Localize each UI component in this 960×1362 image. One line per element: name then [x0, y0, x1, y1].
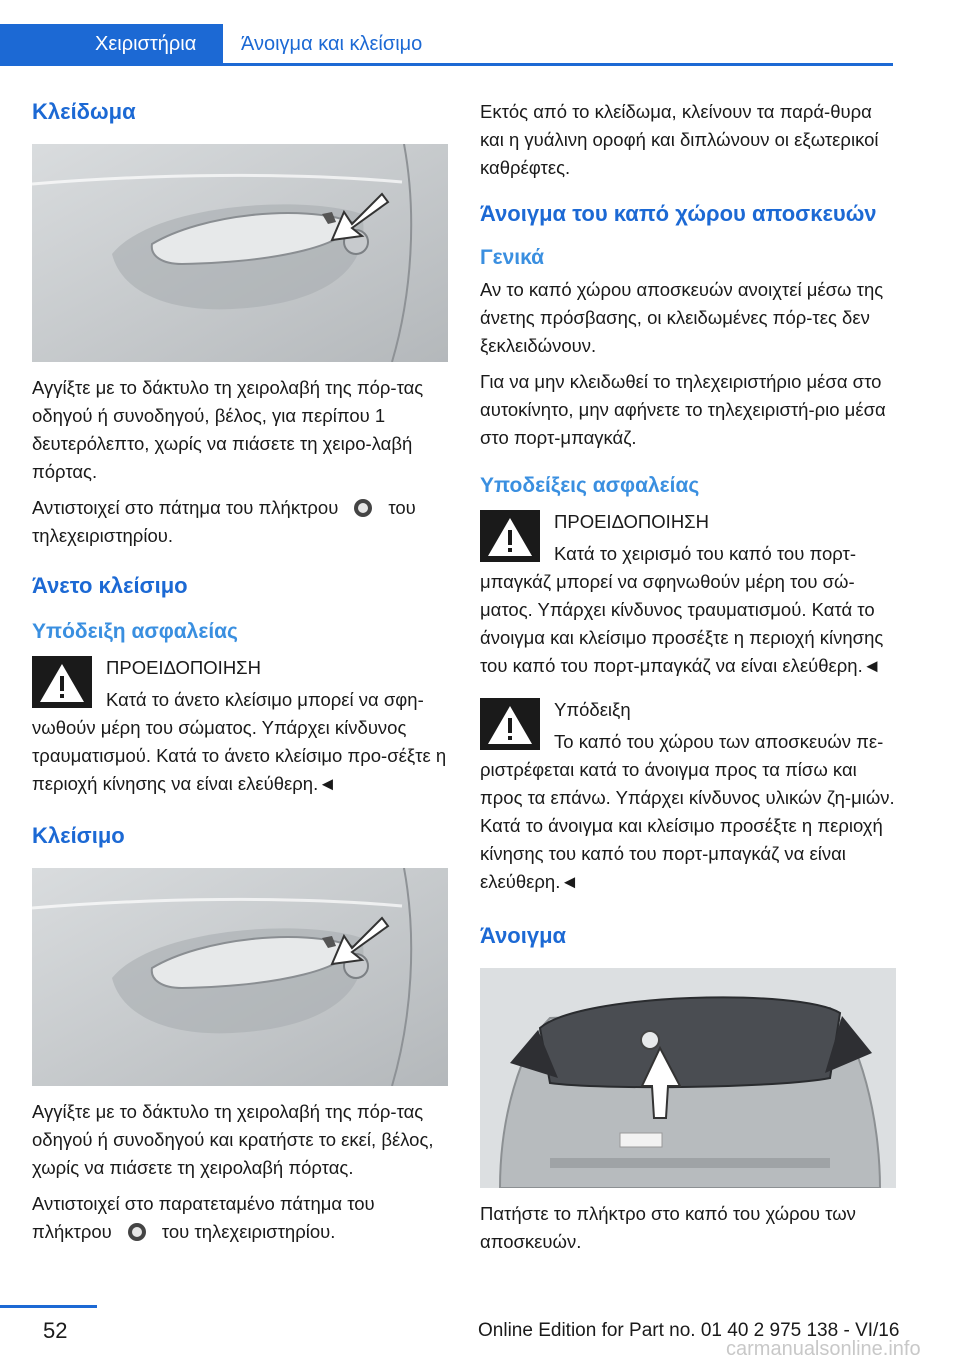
- corresponds-long-text: Αντιστοιχεί στο παρατεταμένο πάτημα του πλήκτρου: [32, 1193, 375, 1242]
- warning-label: ΠΡΟΕΙΔΟΠΟΙΗΣΗ: [554, 511, 709, 532]
- opening-instructions: Πατήστε το πλήκτρο στο καπό του χώρου των αποσκευών.: [480, 1203, 856, 1252]
- warning-block-trunk: [480, 508, 896, 680]
- warning-block-comfort: [32, 654, 448, 798]
- note-block-trunk: [480, 696, 896, 896]
- remote-control-text-2: του τηλεχειριστηρίου.: [161, 1221, 336, 1242]
- general-text-1: Αν το καπό χώρου αποσκευών ανοιχτεί μέσω της άνετης πρόσβασης, οι κλειδωμένες πόρ-τες δεν ξεκλειδώνουν.: [480, 279, 884, 356]
- general-text-2: Για να μην κλειδωθεί το τηλεχειριστήριο μέσα στο αυτοκίνητο, μην αφήνετε το τηλεχειριστή-ριο μέσα στο πορτ-μπαγκάζ.: [480, 371, 886, 448]
- left-column: [32, 98, 448, 1246]
- page-number: 52: [43, 1318, 68, 1343]
- closing-instructions: Αγγίξτε με το δάκτυλο τη χειρολαβή της πόρ-τας οδηγού ή συνοδηγού και κρατήστε το εκεί, βέλος, χωρίς να πιάσετε τη χειρολαβή πόρτας.: [32, 1101, 434, 1178]
- intro-text: Εκτός από το κλείδωμα, κλείνουν τα παρά-θυρα και η γυάλινη οροφή και διπλώνουν οι εξωτερικοί καθρέφτες.: [480, 101, 879, 178]
- heading-safety-note: Υπόδειξη ασφαλείας: [32, 620, 238, 643]
- locking-instructions: Αγγίξτε με το δάκτυλο τη χειρολαβή της πόρ-τας οδηγού ή συνοδηγού, βέλος, για περίπου 1 δευτερόλεπτο, χωρίς να πιάσετε τη χειρο-λαβή πόρτας.: [32, 377, 424, 482]
- watermark: carmanualsonline.info: [726, 1338, 921, 1360]
- warning-text-comfort: Κατά το άνετο κλείσιμο μπορεί να σφη-νωθούν μέρη του σώματος. Υπάρχει κίνδυνος τραυματισμού. Κατά το άνετο κλείσιμο προ-σέξτε η περιοχή κίνησης να είναι ελεύθερη.◄: [32, 689, 447, 794]
- tab-opening-closing[interactable]: Άνοιγμα και κλείσιμο: [241, 33, 423, 55]
- closing-key-reference: [32, 1190, 448, 1246]
- heading-closing: Κλείσιμο: [32, 823, 125, 848]
- warning-triangle-icon: [480, 510, 540, 562]
- heading-safety-notes: Υποδείξεις ασφαλείας: [480, 474, 700, 497]
- heading-trunk-opening: Άνοιγμα του καπό χώρου αποσκευών: [480, 201, 877, 226]
- warning-triangle-icon: [32, 656, 92, 708]
- caution-triangle-icon: [480, 698, 540, 750]
- door-handle-image-2: [32, 868, 448, 1086]
- note-text-trunk: Το καπό του χώρου των αποσκευών πε-ριστρέφεται κατά το άνοιγμα προς τα πίσω και προς τα επάνω. Υπάρχει κίνδυνος υλικών ζη-μιών. Κατά το άνοιγμα και κλείσιμο προσέξτε η περιοχή κίνησης του καπό του πορτ-μπαγκάζ να είναι ελεύθερη.◄: [480, 731, 895, 892]
- note-label: Υπόδειξη: [554, 699, 631, 720]
- tab-controls[interactable]: Χειριστήρια: [0, 24, 223, 63]
- header-tab-bar: [0, 24, 893, 66]
- lock-key-icon-2: [128, 1223, 146, 1241]
- remote-control-text: του τηλεχειριστηρίου.: [32, 497, 416, 546]
- warning-label: ΠΡΟΕΙΔΟΠΟΙΗΣΗ: [106, 657, 261, 678]
- edition-text: Online Edition for Part no. 01 40 2 975 138 - VI/16: [478, 1320, 900, 1341]
- warning-text-trunk: Κατά το χειρισμό του καπό του πορτ-μπαγκάζ μπορεί να σφηνωθούν μέρη του σώ-ματος. Υπάρχει κίνδυνος τραυματισμού. Κατά το άνοιγμα και κλείσιμο προσέξτε η περιοχή κίνησης του καπό του πορτ-μπαγκάζ να είναι ελεύθερη.◄: [480, 543, 884, 676]
- right-column: [480, 98, 896, 1256]
- door-handle-image-1: [32, 144, 448, 362]
- footer-accent-line: [0, 1305, 97, 1308]
- heading-comfort-closing: Άνετο κλείσιμο: [32, 573, 188, 598]
- heading-locking: Κλείδωμα: [32, 99, 136, 124]
- heading-opening: Άνοιγμα: [480, 923, 567, 948]
- trunk-image: [480, 968, 896, 1188]
- corresponds-text: Αντιστοιχεί στο πάτημα του πλήκτρου: [32, 497, 339, 518]
- lock-key-icon: [354, 499, 372, 517]
- heading-general: Γενικά: [480, 246, 545, 269]
- locking-key-reference: [32, 494, 448, 550]
